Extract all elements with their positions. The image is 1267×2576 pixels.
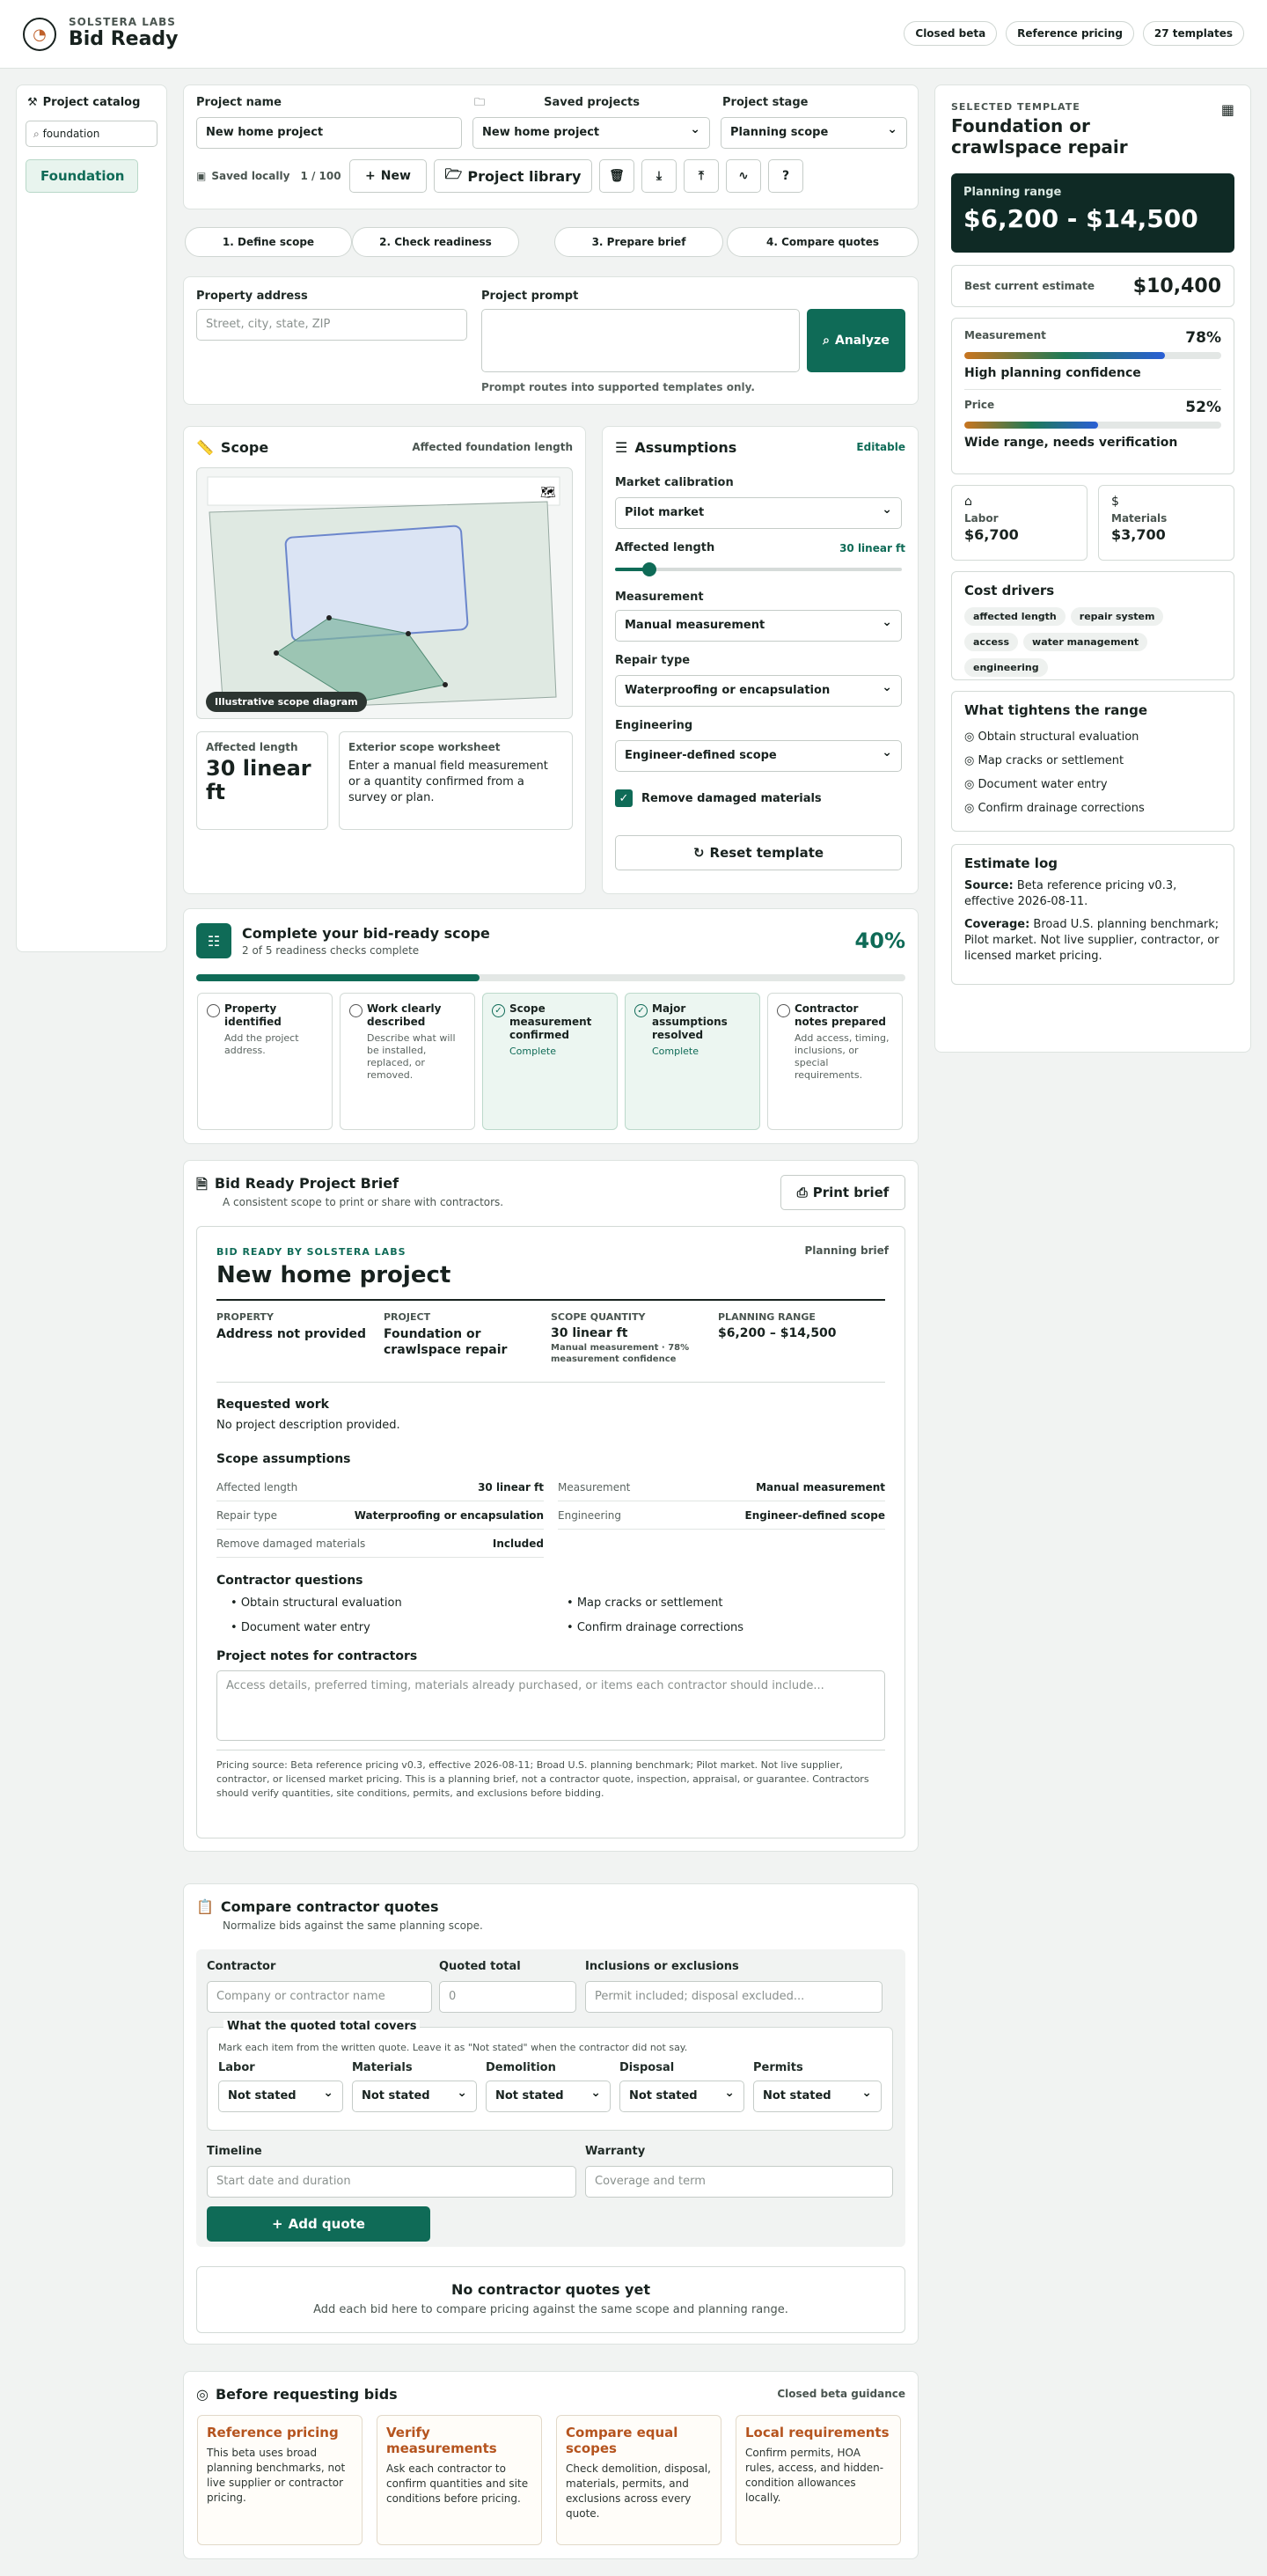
contractor-questions-title: Contractor questions [216, 1574, 363, 1588]
labor-select[interactable]: Not stated ⌄ [218, 2081, 343, 2112]
before-title: Before requesting bids [215, 2386, 398, 2403]
trash-icon: 🗑 [609, 169, 625, 183]
brief-kv-length: Affected length 30 linear ft [216, 1473, 544, 1501]
step-define-scope[interactable]: 1. Define scope [185, 227, 352, 257]
tighten-item: ◎ Obtain structural evaluation [964, 730, 1139, 744]
requested-work-text: No project description provided. [216, 1419, 400, 1432]
inclusions-label: Inclusions or exclusions [585, 1960, 739, 1973]
remove-materials-checkbox[interactable]: ✓ [615, 789, 633, 807]
plus-icon: + [272, 2216, 283, 2232]
app-title: Bid Ready [69, 28, 179, 50]
plus-icon: + [365, 169, 376, 183]
template-sidebar [934, 84, 1251, 1053]
help-button[interactable] [768, 159, 803, 193]
market-label: Market calibration [615, 476, 734, 489]
project-stage-label: Project stage [722, 96, 809, 109]
readiness-progress [196, 974, 905, 981]
demolition-label: Demolition [486, 2061, 556, 2074]
tighten-range-box [951, 691, 1234, 832]
scope-diagram-svg [197, 468, 573, 719]
contractor-label: Contractor [207, 1960, 276, 1973]
prompt-textarea[interactable] [481, 309, 800, 372]
driver-tag: affected length [964, 607, 1066, 626]
folder-icon: 🗀 [474, 96, 486, 108]
save-icon: ▣ [196, 170, 207, 182]
cost-drivers-box [951, 571, 1234, 680]
catalog-title: Project catalog [42, 96, 141, 109]
printer-icon: ⎙ [796, 1185, 808, 1200]
project-brief-panel [183, 1160, 919, 1852]
check-circle-icon: ◎ [964, 754, 975, 767]
affected-length-box [196, 731, 328, 830]
saved-status: Saved locally [211, 170, 290, 182]
requested-work-title: Requested work [216, 1398, 329, 1412]
scope-diagram [196, 467, 573, 719]
price-pct: 52% [1185, 399, 1221, 416]
check-measurement[interactable]: ✓ Scope measurement confirmed Complete [482, 993, 618, 1130]
length-slider[interactable] [615, 561, 902, 578]
measurement-label: Measurement [615, 591, 704, 604]
materials-value: $3,700 [1111, 526, 1166, 543]
upload-icon: ⤒ [698, 169, 705, 183]
materials-label: Materials [1111, 512, 1168, 525]
readiness-percent: 40% [854, 928, 905, 953]
scope-subject: Affected foundation length [412, 441, 573, 453]
check-property[interactable]: Property identified Add the project address. [197, 993, 333, 1130]
help-icon: ? [781, 169, 790, 183]
brief-kv-remove: Remove damaged materials Included [216, 1530, 544, 1558]
tighten-title: What tightens the range [964, 702, 1147, 718]
dollar-icon: $ [1111, 495, 1119, 509]
add-quote-button[interactable]: + Add quote [207, 2206, 430, 2242]
best-label: Best current estimate [964, 280, 1095, 292]
disposal-select[interactable]: Not stated ⌄ [619, 2081, 744, 2112]
catalog-search-input[interactable]: ⌕ foundation [26, 121, 157, 147]
materials-select[interactable]: Not stated ⌄ [352, 2081, 477, 2112]
covers-sub: Mark each item from the written quote. Leave it as "Not stated" when the contractor did not say. [218, 2042, 688, 2053]
materials-label: Materials [352, 2061, 413, 2074]
map-icon: 🗺 [540, 486, 556, 500]
app-header [0, 0, 1267, 69]
analyze-button[interactable]: ⌕ Analyze [807, 309, 905, 372]
delete-project-button[interactable] [599, 159, 634, 193]
project-stage-select[interactable]: Planning scope ⌄ [721, 117, 907, 149]
driver-tag: access [964, 633, 1018, 651]
estimate-log-box [951, 844, 1234, 985]
disposal-label: Disposal [619, 2061, 675, 2074]
editable-label: Editable [856, 441, 905, 453]
print-brief-button[interactable]: ⎙ Print brief [780, 1175, 905, 1210]
closed-beta-pill: Closed beta [904, 21, 997, 46]
hammer-icon: ⚒ [27, 96, 38, 109]
quotes-title: Compare contractor quotes [220, 1898, 439, 1915]
brief-kv-repair: Repair type Waterproofing or encapsulation [216, 1501, 544, 1530]
download-button[interactable] [641, 159, 677, 193]
warranty-label: Warranty [585, 2145, 646, 2158]
brief-col-range: PLANNING RANGE $6,200 – $14,500 [718, 1311, 837, 1340]
brief-col-property: PROPERTY Address not provided [216, 1311, 366, 1341]
question-item: • Confirm drainage corrections [567, 1621, 744, 1634]
quote-form [196, 1949, 905, 2247]
price-bar [964, 422, 1221, 429]
timeline-input[interactable]: Start date and duration [207, 2166, 576, 2198]
search-icon: ⌕ [33, 128, 40, 140]
assumptions-panel [602, 426, 919, 894]
project-name-input[interactable]: New home project [196, 117, 462, 149]
permits-label: Permits [753, 2061, 803, 2074]
saved-projects-select[interactable]: New home project ⌄ [472, 117, 710, 149]
timeline-label: Timeline [207, 2145, 262, 2158]
reference-pricing-pill: Reference pricing [1006, 21, 1134, 46]
check-contractor-notes[interactable]: Contractor notes prepared Add access, timing, inclusions, or special requirements. [767, 993, 903, 1130]
template-title: Foundation or crawlspace repair [951, 115, 1128, 158]
brief-document [196, 1226, 905, 1838]
scope-title: Scope [220, 439, 269, 456]
planning-range-box [951, 173, 1234, 253]
brief-project-name: New home project [216, 1262, 451, 1288]
check-circle-icon: ◎ [964, 778, 975, 791]
affected-length-value: 30 linear ft [206, 756, 311, 804]
labor-box [951, 485, 1088, 561]
activity-icon: ∿ [738, 169, 749, 183]
activity-button[interactable] [726, 159, 761, 193]
brief-kv-measurement: Measurement Manual measurement [558, 1473, 885, 1501]
inclusions-input[interactable]: Permit included; disposal excluded... [585, 1981, 883, 2013]
clipboard-icon: 📋 [196, 1898, 214, 1915]
tighten-item: ◎ Document water entry [964, 778, 1108, 791]
step-compare-quotes[interactable]: 4. Compare quotes [727, 227, 919, 257]
labor-label: Labor [964, 512, 999, 525]
upload-button[interactable] [684, 159, 719, 193]
question-item: • Document water entry [231, 1621, 370, 1634]
log-title: Estimate log [964, 855, 1058, 871]
org-name: SOLSTERA LABS [69, 16, 176, 28]
demolition-select[interactable]: Not stated ⌄ [486, 2081, 611, 2112]
download-icon: ⤓ [655, 169, 663, 183]
worksheet-title: Exterior scope worksheet [348, 741, 501, 753]
step-prepare-brief[interactable]: 3. Prepare brief [554, 227, 723, 257]
engineering-label: Engineering [615, 719, 693, 732]
check-assumptions[interactable]: ✓ Major assumptions resolved Complete [625, 993, 760, 1130]
illustrative-badge: Illustrative scope diagram [206, 692, 367, 712]
range-value: $6,200 - $14,500 [963, 204, 1198, 233]
question-item: • Obtain structural evaluation [231, 1596, 402, 1610]
ruler-icon: 📏 [196, 439, 214, 456]
quoted-total-input[interactable]: 0 [439, 1981, 576, 2013]
length-label: Affected length [615, 541, 715, 554]
step-check-readiness[interactable]: 2. Check readiness [352, 227, 519, 257]
template-kicker: SELECTED TEMPLATE [951, 101, 1080, 113]
covers-fieldset [207, 2020, 893, 2131]
solstera-logo-icon: ◔ [23, 18, 56, 51]
diagram-toolbar [208, 477, 560, 505]
driver-tag: repair system [1071, 607, 1164, 626]
checklist-icon: ☷ [196, 923, 231, 958]
empty-sub: Add each bid here to compare pricing against the same scope and planning range. [313, 2303, 788, 2316]
scope-panel [183, 426, 586, 894]
prompt-hint: Prompt routes into supported templates only. [481, 381, 755, 393]
brief-col-quantity: SCOPE QUANTITY 30 linear ft Manual measurement · 78% measurement confidence [551, 1311, 690, 1364]
question-item: • Map cracks or settlement [567, 1596, 723, 1610]
affected-length-label: Affected length [206, 741, 298, 753]
worksheet-text: Enter a manual field measurement or a quantity confirmed from a survey or plan. [348, 760, 548, 804]
brief-sub: A consistent scope to print or share with contractors. [223, 1196, 504, 1208]
address-label: Property address [196, 290, 308, 303]
beta-guidance: Closed beta guidance [777, 2388, 905, 2400]
brief-kv-engineering: Engineering Engineer-defined scope [558, 1501, 885, 1530]
scope-assumptions-title: Scope assumptions [216, 1452, 351, 1466]
length-value: 30 linear ft [839, 542, 905, 554]
house-icon: ⌂ [964, 495, 972, 509]
covers-title: What the quoted total covers [223, 2020, 420, 2033]
address-input[interactable]: Street, city, state, ZIP [196, 309, 467, 341]
brief-col-project: PROJECT Foundation or crawlspace repair [384, 1311, 508, 1357]
contractor-input[interactable]: Company or contractor name [207, 1981, 432, 2013]
tip-local-requirements: Local requirements Confirm permits, HOA rules, access, and hidden-condition allowances locally. [736, 2415, 901, 2545]
materials-box [1098, 485, 1234, 561]
saved-projects-label: Saved projects [544, 96, 640, 109]
check-circle-icon: ◎ [964, 730, 975, 744]
meas-pct: 78% [1185, 329, 1221, 347]
quotes-empty-state [196, 2266, 905, 2333]
calculator-icon: ▦ [1220, 101, 1234, 118]
check-circle-icon: ◎ [964, 802, 975, 815]
warranty-input[interactable]: Coverage and term [585, 2166, 893, 2198]
repair-type-label: Repair type [615, 654, 691, 667]
catalog-item-foundation[interactable]: Foundation [26, 159, 138, 193]
project-catalog [16, 84, 167, 952]
tip-reference-pricing: Reference pricing This beta uses broad planning benchmarks, not live supplier or contractor pricing. [197, 2415, 363, 2545]
labor-value: $6,700 [964, 526, 1019, 543]
engineering-select[interactable]: Engineer-defined scope ⌄ [615, 740, 902, 772]
project-panel [183, 84, 919, 209]
readiness-sub: 2 of 5 readiness checks complete [242, 944, 420, 957]
saved-count: 1 / 100 [300, 170, 341, 182]
driver-tag: water management [1023, 633, 1147, 651]
project-library-button[interactable]: 🗁 Project library [434, 159, 592, 193]
best-estimate-box [951, 265, 1234, 307]
repair-type-select[interactable]: Waterproofing or encapsulation ⌄ [615, 675, 902, 707]
log-source: Source: Beta reference pricing v0.3, effective 2026-08-11. [964, 879, 1177, 908]
measurement-select[interactable]: Manual measurement ⌄ [615, 610, 902, 642]
house-footprint [285, 525, 468, 642]
price-label: Price [964, 399, 995, 411]
quotes-sub: Normalize bids against the same planning scope. [223, 1919, 483, 1932]
assumptions-title: Assumptions [634, 439, 737, 456]
brief-tag: Planning brief [804, 1244, 889, 1257]
price-note: Wide range, needs verification [964, 436, 1178, 450]
prompt-label: Project prompt [481, 290, 579, 303]
meas-label: Measurement [964, 329, 1046, 341]
brief-footnote: Pricing source: Beta reference pricing v0.3, effective 2026-08-11; Broad U.S. planning benchmark; Pilot market. Not live supplier, contractor, or licensed market pricing. This is a planning brief, not a contractor quote, inspection, appraisal, or guarantee. Contractors should verify quantities, site conditions, permits, and exclusions before bidding. [216, 1759, 869, 1799]
reset-template-button[interactable]: ↻ Reset template [615, 835, 902, 870]
brief-kicker: BID READY BY SOLSTERA LABS [216, 1246, 406, 1258]
exterior-worksheet [339, 731, 573, 830]
range-label: Planning range [963, 186, 1062, 199]
quoted-total-label: Quoted total [439, 1960, 521, 1973]
notes-title: Project notes for contractors [216, 1649, 418, 1663]
labor-label: Labor [218, 2061, 255, 2074]
check-circle-icon: ◎ [196, 2386, 209, 2403]
compare-quotes-panel [183, 1883, 919, 2345]
measurement-bar [964, 352, 1221, 359]
check-work-described[interactable]: Work clearly described Describe what will be installed, replaced, or removed. [340, 993, 475, 1130]
driver-tag: engineering [964, 658, 1048, 677]
market-select[interactable]: Pilot market ⌄ [615, 497, 902, 529]
readiness-title: Complete your bid-ready scope [242, 925, 490, 942]
slider-handle[interactable] [642, 562, 656, 576]
reset-icon: ↻ [692, 845, 705, 861]
sliders-icon: ☰ [615, 439, 628, 456]
document-icon: 🗎 [196, 1176, 208, 1193]
log-coverage: Coverage: Broad U.S. planning benchmark; Pilot market. Not live supplier, contractor, or licensed market pricing. [964, 918, 1219, 963]
search-icon: ⌕ [823, 334, 830, 348]
contractor-notes-textarea[interactable]: Access details, preferred timing, materials already purchased, or items each contractor should include... [216, 1670, 885, 1741]
tip-compare-scopes: Compare equal scopes Check demolition, disposal, materials, permits, and exclusions across every quote. [556, 2415, 721, 2545]
empty-title: No contractor quotes yet [450, 2281, 651, 2298]
check-icon: ✓ [492, 1004, 505, 1017]
tighten-item: ◎ Map cracks or settlement [964, 754, 1124, 767]
new-project-button[interactable]: + New [349, 159, 427, 193]
tighten-item: ◎ Confirm drainage corrections [964, 802, 1145, 815]
meas-note: High planning confidence [964, 366, 1141, 380]
remove-materials-label: Remove damaged materials [641, 791, 822, 805]
drivers-title: Cost drivers [964, 583, 1055, 598]
best-value: $10,400 [1132, 275, 1221, 297]
brief-title: Bid Ready Project Brief [214, 1175, 399, 1192]
prompt-panel [183, 276, 919, 405]
permits-select[interactable]: Not stated ⌄ [753, 2081, 882, 2112]
check-icon: ✓ [634, 1004, 648, 1017]
project-name-label: Project name [196, 96, 282, 109]
templates-count-pill: 27 templates [1143, 21, 1244, 46]
tip-verify-measurements: Verify measurements Ask each contractor to confirm quantities and site conditions before pricing. [377, 2415, 542, 2545]
folder-open-icon: 🗁 [444, 165, 463, 182]
confidence-box [951, 318, 1234, 474]
